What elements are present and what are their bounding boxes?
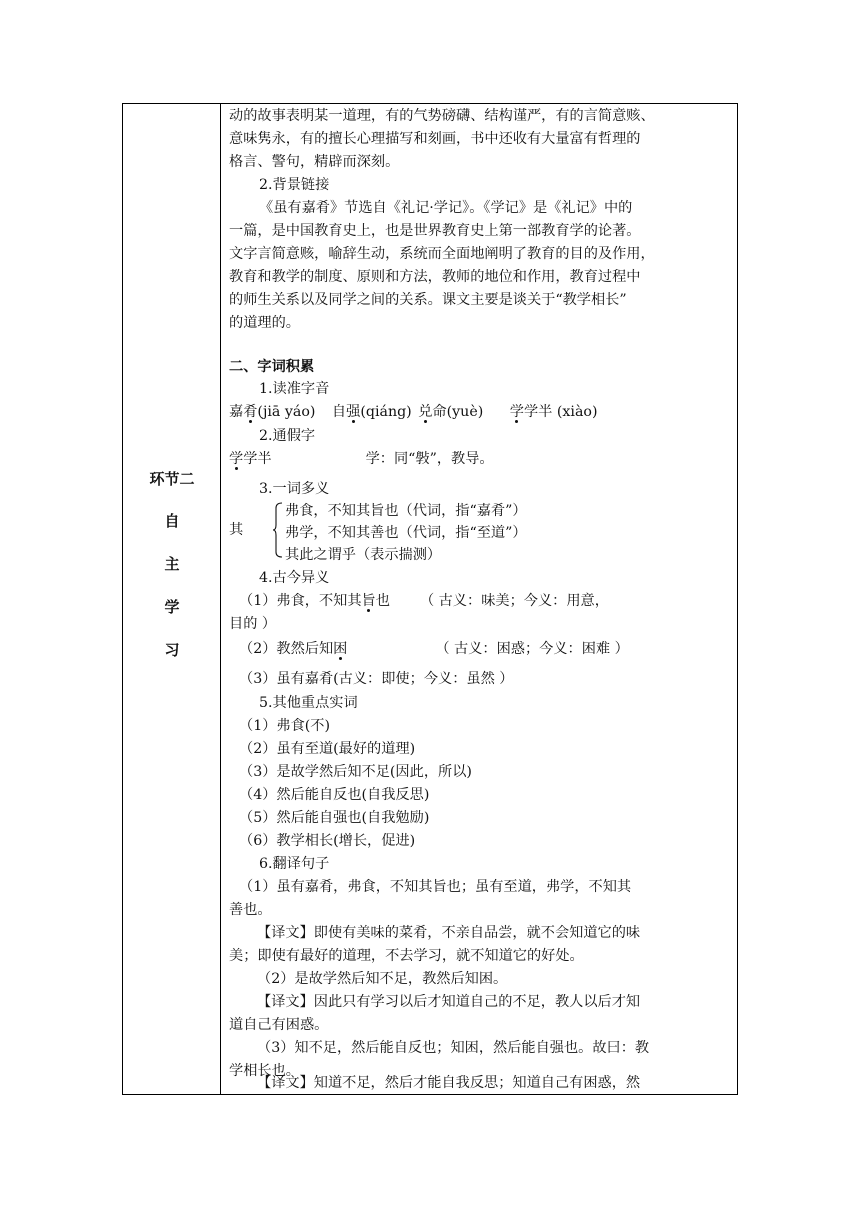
- tongjia-meaning: 学：同“斅”，教导。: [365, 451, 494, 467]
- gujin-cont: 目的 ）: [229, 616, 277, 632]
- section-label-cell: [123, 104, 221, 1094]
- pron-word: 学学半: [509, 404, 553, 420]
- text-line: 的道理的。: [229, 315, 300, 331]
- brace-icon: [273, 502, 283, 558]
- sentence-line: （2）是故学然后知不足，教然后知困。: [257, 971, 508, 987]
- section-label-char: 学: [164, 598, 180, 616]
- gujin-text: （1）弗食，不知其旨也: [239, 593, 390, 609]
- vocab-heading: 二、字词积累: [229, 359, 315, 375]
- translation-line: 道自己有困惑。: [229, 1017, 329, 1033]
- tongjia-word: 学学半: [229, 451, 272, 467]
- translation-line: 【译文】知道不足，然后才能自我反思；知道自己有困惑，然: [257, 1075, 641, 1091]
- pron-word: 兑命: [418, 404, 447, 420]
- text-line: 意味隽永，有的擅长心理描写和刻画，书中还收有大量富有哲理的: [229, 131, 641, 147]
- pron-heading: 1.读准字音: [259, 381, 330, 397]
- text-line: 一篇，是中国教育史上，也是世界教育史上第一部教育学的论著。: [229, 223, 641, 239]
- shici-item: （3）是故学然后知不足(因此，所以): [239, 764, 472, 780]
- shici-item: （4）然后能自反也(自我反思): [239, 787, 430, 803]
- background-heading: 2.背景链接: [259, 177, 330, 193]
- sentence-line: 善也。: [229, 902, 272, 918]
- polysemy-heading: 3.一词多义: [259, 481, 330, 497]
- gujin-text: （2）教然后知困: [239, 641, 348, 657]
- polysemy-char: 其: [229, 522, 244, 538]
- text-line: 教育和教学的制度、原则和方法，教师的地位和作用，教育过程中: [229, 269, 641, 285]
- text-line: 动的故事表明某一道理，有的气势磅礴、结构谨严，有的言简意赅、: [229, 108, 655, 124]
- gujin-meaning: （ 古义：味美；今义：用意，: [419, 593, 609, 609]
- gujin-meaning: （ 古义：困惑；今义：困难 ）: [435, 641, 629, 657]
- text-line: 格言、警句，精辟而深刻。: [229, 154, 400, 170]
- shici-item: （5）然后能自强也(自我勉励): [239, 810, 430, 826]
- gujin-heading: 4.古今异义: [259, 570, 330, 586]
- pron-word: 嘉肴: [229, 404, 258, 420]
- translation-line: 【译文】因此只有学习以后才知道自己的不足，教人以后才知: [257, 994, 641, 1010]
- translate-heading: 6.翻译句子: [259, 856, 330, 872]
- polysemy-item: 弗食，不知其旨也（代词，指“嘉肴”）: [285, 503, 527, 519]
- sentence-line: 学相长也。: [229, 1063, 300, 1079]
- lesson-table: [122, 103, 738, 1095]
- shici-heading: 5.其他重点实词: [259, 695, 358, 711]
- sentence-line: （1）虽有嘉肴，弗食，不知其旨也；虽有至道，弗学，不知其: [239, 879, 632, 895]
- shici-item: （1）弗食(不): [239, 718, 331, 734]
- gujin-line: [239, 590, 609, 612]
- translation-line: 【译文】即使有美味的菜肴，不亲自品尝，就不会知道它的味: [257, 925, 641, 941]
- section-label-char: 主: [164, 555, 180, 573]
- section-label-title: 环节二: [149, 470, 195, 488]
- pron-line: [229, 401, 597, 423]
- text-line: 《虽有嘉肴》节选自《礼记·学记》。《学记》是《礼记》中的: [259, 200, 633, 216]
- shici-item: （6）教学相长(增长，促进): [239, 833, 416, 849]
- polysemy-item: 弗学，不知其善也（代词，指“至道”）: [285, 525, 527, 541]
- section-label-char: 习: [164, 641, 180, 659]
- shici-item: （2）虽有至道(最好的道理): [239, 741, 416, 757]
- tongjia-line: [229, 448, 494, 470]
- translation-line: 美；即使有最好的道理，不去学习，就不知道它的好处。: [229, 948, 584, 964]
- pron-reading: (jiā yáo): [257, 404, 316, 420]
- pron-reading: (xiào): [552, 404, 598, 420]
- pron-word: 自强: [331, 404, 361, 420]
- sentence-line: （3）知不足，然后能自反也；知困，然后能自强也。故曰：教: [257, 1040, 650, 1056]
- text-line: 的师生关系以及同学之间的关系。课文主要是谈关于“教学相长”: [229, 292, 627, 308]
- tongjia-heading: 2.通假字: [259, 428, 316, 444]
- text-line: 文字言简意赅，喻辞生动，系统而全面地阐明了教育的目的及作用，: [229, 246, 655, 262]
- polysemy-item: 其此之谓乎（表示揣测）: [285, 547, 442, 563]
- section-label-char: 自: [164, 512, 180, 530]
- pron-reading: (qiáng): [360, 404, 412, 420]
- gujin-line: （3）虽有嘉肴(古义：即使；今义：虽然 ）: [239, 671, 514, 687]
- pron-reading: (yuè): [446, 404, 484, 420]
- gujin-line: [239, 638, 629, 660]
